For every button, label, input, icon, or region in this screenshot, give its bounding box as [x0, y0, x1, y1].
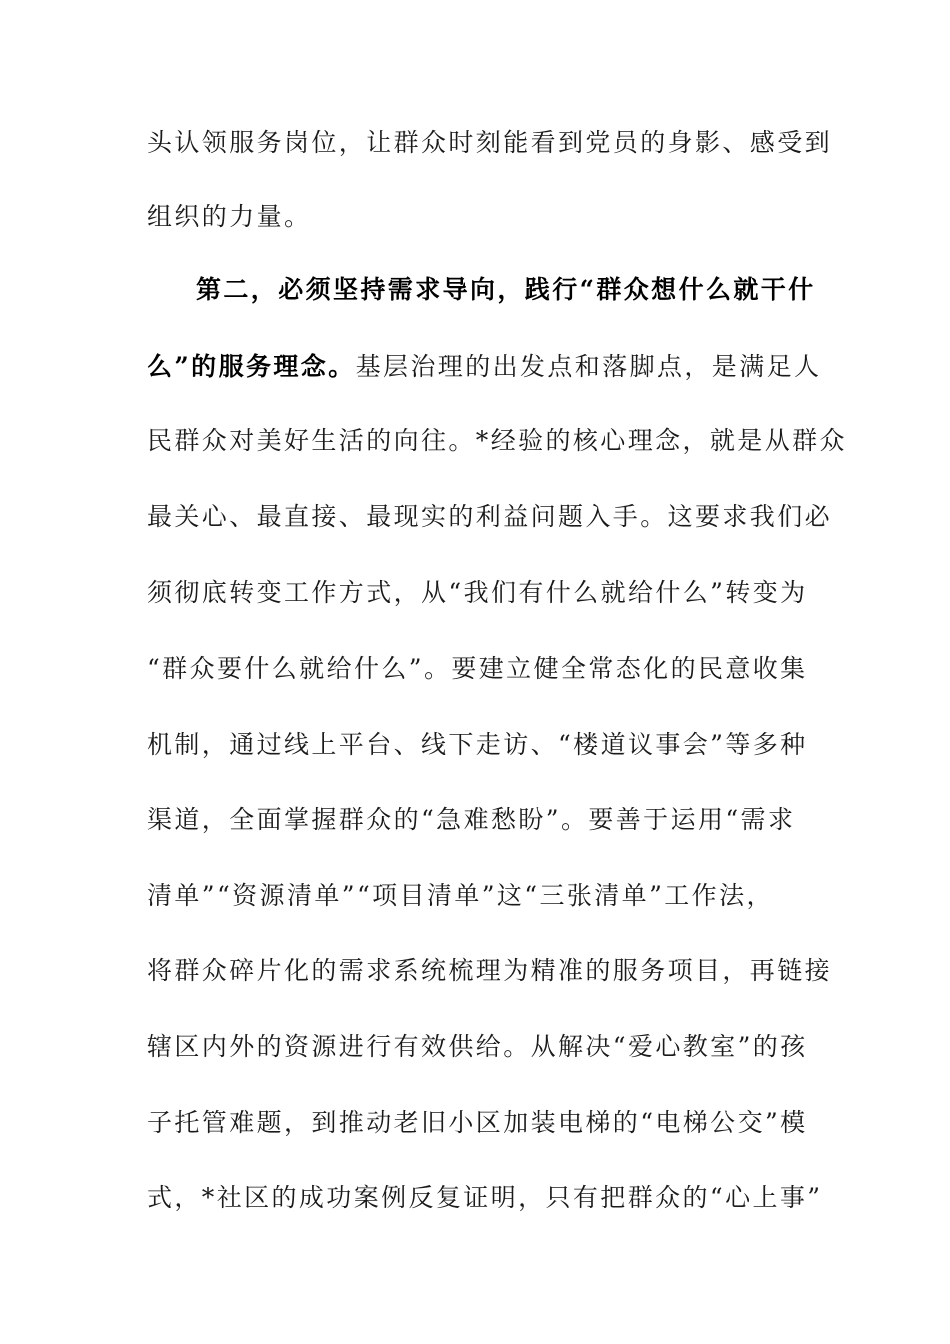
text-line: 民群众对美好生活的向往。*经验的核心理念，就是从群众	[147, 426, 847, 455]
text-span: 基层治理的出发点和落脚点，是满足人	[355, 352, 822, 381]
text-line: 最关心、最直接、最现实的利益问题入手。这要求我们必	[147, 502, 833, 531]
text-line: 清单”“资源清单”“项目清单”这“三张清单”工作法，	[147, 881, 774, 910]
text-line: 须彻底转变工作方式，从“我们有什么就给什么”转变为	[147, 578, 808, 607]
text-line: 渠道，全面掌握群众的“急难愁盼”。要善于运用“需求	[147, 805, 796, 834]
text-line: 将群众碎片化的需求系统梳理为精准的服务项目，再链接	[147, 956, 833, 985]
text-line: 头认领服务岗位，让群众时刻能看到党员的身影、感受到	[147, 128, 833, 157]
text-line	[147, 350, 822, 384]
section-heading-tail: 么”的服务理念。	[147, 352, 356, 381]
text-line: 式，*社区的成功案例反复证明，只有把群众的“心上事”	[147, 1183, 823, 1212]
text-line: 辖区内外的资源进行有效供给。从解决“爱心教室”的孩	[147, 1032, 808, 1061]
text-line: 机制，通过线上平台、线下走访、“楼道议事会”等多种	[147, 730, 808, 759]
text-line: 子托管难题，到推动老旧小区加装电梯的“电梯公交”模	[147, 1108, 808, 1137]
section-heading-line: 第二，必须坚持需求导向，践行“群众想什么就干什	[196, 275, 816, 304]
text-line: 组织的力量。	[147, 202, 312, 231]
text-line: “群众要什么就给什么”。要建立健全常态化的民意收集	[147, 654, 808, 683]
